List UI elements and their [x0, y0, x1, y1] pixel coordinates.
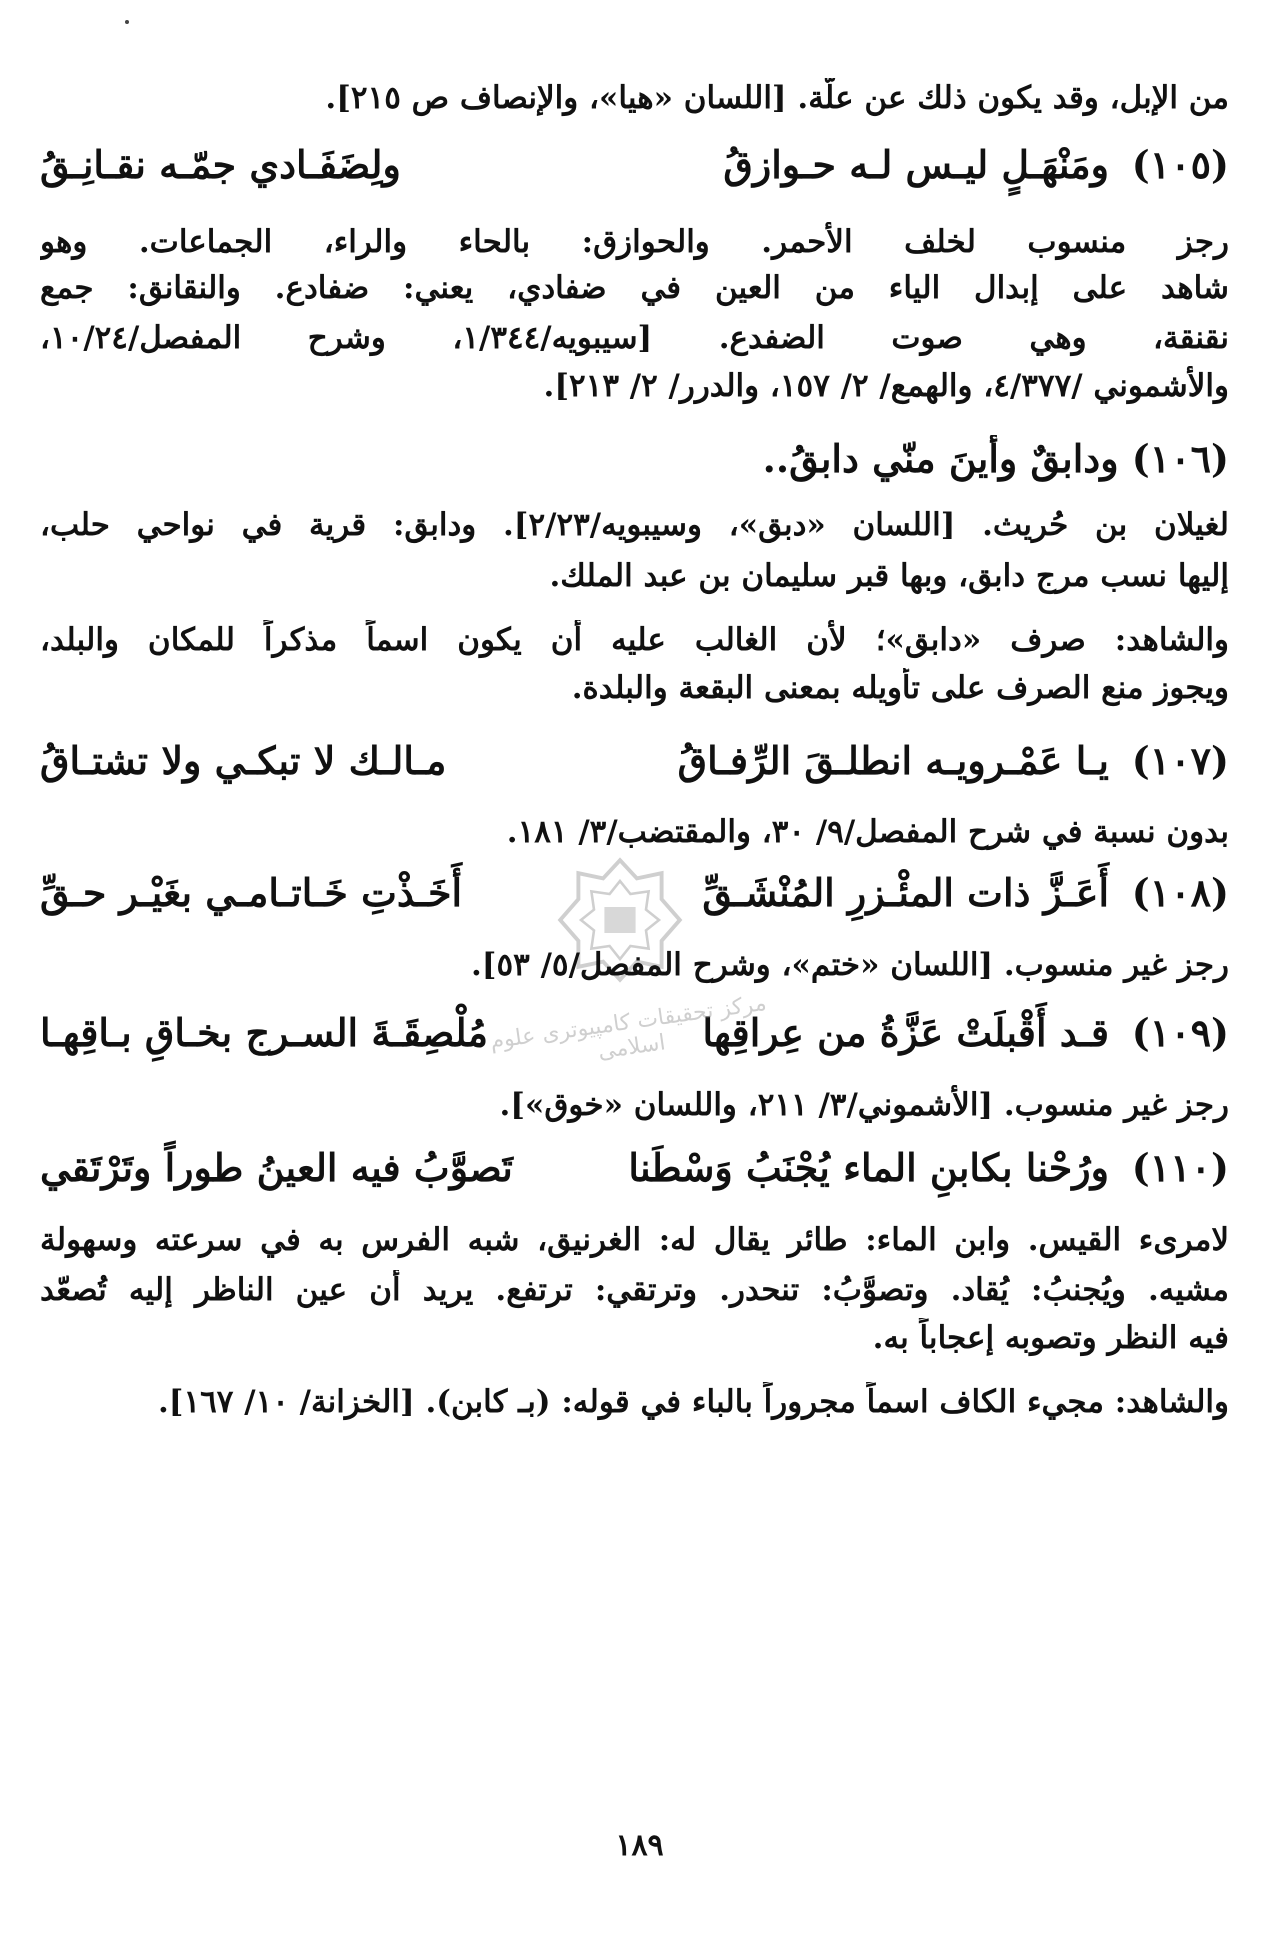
text-line: لامرىء القيس. وابن الماء: طائر يقال له: الغرنيق، شبه الفرس به في سرعته وسهولة: [40, 1222, 1229, 1258]
verse-hemistich-second: تَصوَّبُ فيه العينُ طوراً وتَرْتَقي: [40, 1145, 513, 1190]
text-line: ويجوز منع الصرف على تأويله بمعنى البقعة والبلدة.: [571, 670, 1229, 706]
verse-number: (١١٠): [1131, 1145, 1229, 1190]
text-line: والشاهد: صرف «دابق»؛ لأن الغالب عليه أن يكون اسماً مذكراً للمكان والبلد،: [40, 622, 1229, 658]
text-line: بدون نسبة في شرح المفصل/٩/ ٣٠، والمقتضب/٣/ ١٨١.: [506, 814, 1229, 850]
text-line: رجز منسوب لخلف الأحمر. والحوازق: بالحاء والراء، الجماعات. وهو: [40, 224, 1229, 260]
verse-number: (١٠٩): [1131, 1010, 1229, 1055]
text-line: فيه النظر وتصوبه إعجاباً به.: [872, 1320, 1229, 1356]
verse-108: [40, 868, 1229, 918]
verse-hemistich-first: يـا عَمْـرويـه انطلـقَ الرِّفـاقُ: [677, 738, 1109, 783]
verse-hemistich-first: أَعَـزَّ ذات المئْـزرِ المُنْشَـقِّ: [702, 870, 1109, 915]
watermark-caption: مركز تحقيقات كامپيوترى علوم اسلامى: [488, 990, 768, 1065]
text-line: لغيلان بن حُريث. [اللسان «دبق»، وسيبويه/٢/٢٣]. ودابق: قرية في نواحي حلب،: [40, 507, 1229, 543]
verse-hemistich-second: مـالـك لا تبكـي ولا تشتـاقُ: [40, 738, 447, 783]
text-line: رجز غير منسوب. [الأشموني/٣/ ٢١١، واللسان «خوق»].: [499, 1087, 1229, 1123]
verse-hemistich-second: ولِضَفَـادي جمّـه نقـانِـقُ: [40, 142, 401, 187]
verse-105: [40, 140, 1229, 190]
verse-hemistich-first: قـد أَقْبلَتْ عَزَّةُ من عِراقِها: [702, 1010, 1109, 1055]
verse-hemistich-second: أَخَـذْتِ خَـاتـامـي بغَيْـر حـقِّ: [40, 870, 463, 915]
text-line: شاهد على إبدال الياء من العين في ضفادي، يعني: ضفادع. والنقانق: جمع: [40, 270, 1229, 306]
verse-number: (١٠٨): [1131, 870, 1229, 915]
text-line: مشيه. ويُجنبُ: يُقاد. وتصوَّبُ: تنحدر. وترتقي: ترتفع. يريد أن عين الناظر إليه تُصعّد: [40, 1272, 1229, 1308]
verse-hemistich-first: ومَنْهَـلٍ ليـس لـه حـوازقُ: [723, 142, 1109, 187]
verse-hemistich-second: مُلْصِقَـةَ السـرج بخـاقِ بـاقِهـا: [40, 1010, 488, 1055]
verse-110: [40, 1143, 1229, 1193]
verse-106: (١٠٦) ودابقٌ وأينَ منّي دابقُ..: [762, 436, 1229, 481]
text-line: والشاهد: مجيء الكاف اسماً مجروراً بالباء في قوله: (بـ كابن). [الخزانة/ ١٠/ ١٦٧].: [158, 1384, 1229, 1420]
text-line: إليها نسب مرج دابق، وبها قبر سليمان بن عبد الملك.: [549, 558, 1229, 594]
scan-speck: [125, 20, 129, 24]
verse-hemistich-first: ورُحْنا بكابنِ الماء يُجْنَبُ وَسْطَنا: [628, 1145, 1109, 1190]
text-line: نقنقة، وهي صوت الضفدع. [سيبويه/١/٣٤٤، وشرح المفصل/١٠/٢٤،: [40, 320, 1229, 356]
verse-number: (١٠٥): [1131, 142, 1229, 187]
text-line: من الإبل، وقد يكون ذلك عن علّة. [اللسان «هيا»، والإنصاف ص ٢١٥].: [325, 80, 1229, 116]
verse-number: (١٠٧): [1131, 738, 1229, 783]
text-line: والأشموني /٤/٣٧٧، والهمع/ ٢/ ١٥٧، والدرر/ ٢/ ٢١٣].: [543, 368, 1229, 404]
text-line: رجز غير منسوب. [اللسان «ختم»، وشرح المفصل/٥/ ٥٣].: [471, 947, 1229, 983]
verse-107: [40, 736, 1229, 786]
page-number: ١٨٩: [615, 1828, 664, 1863]
